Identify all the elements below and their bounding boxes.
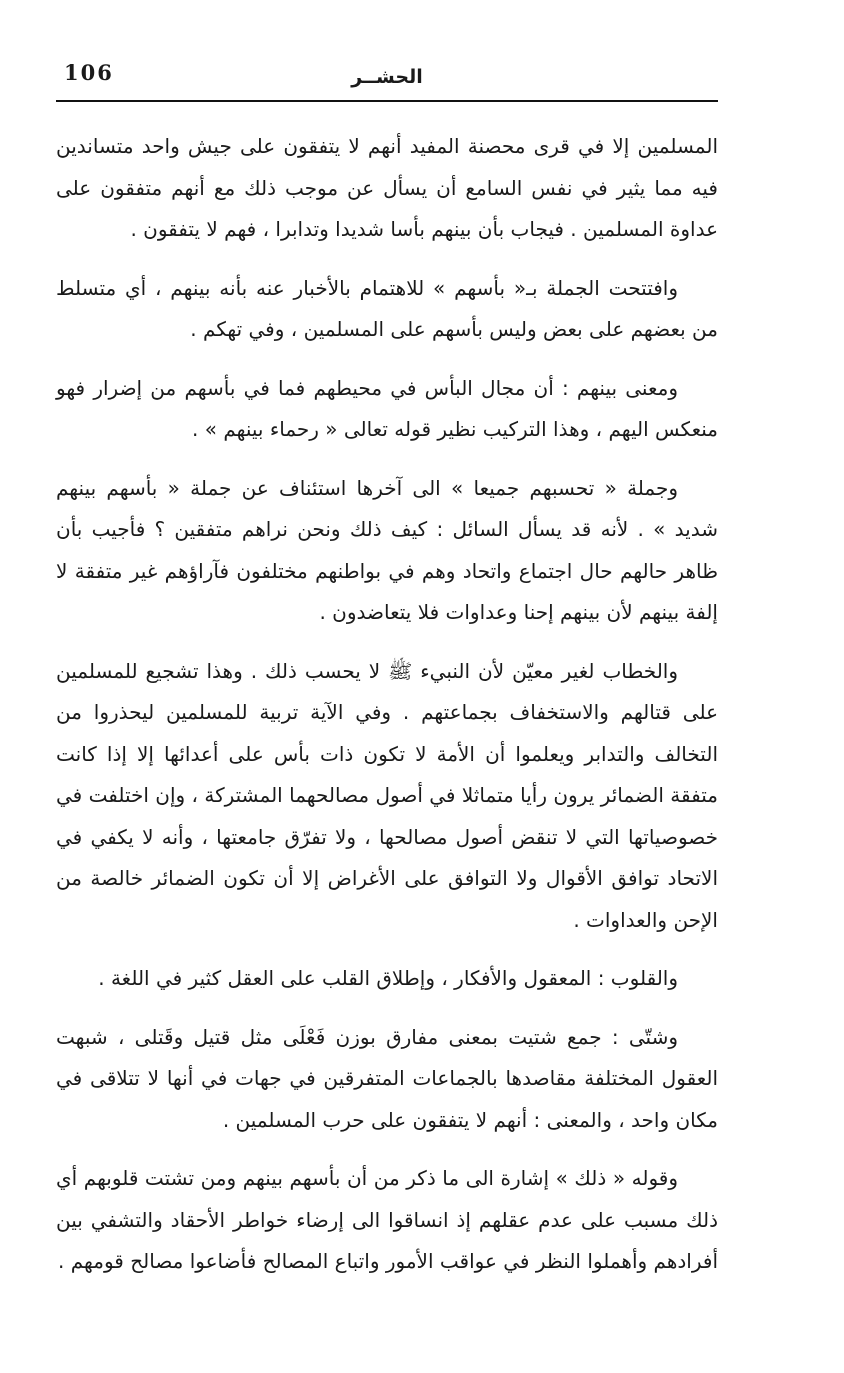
- paragraph: المسلمين إلا في قرى محصنة المفيد أنهم لا يتفقون على جيش واحد متساندين فيه مما يثير في نفس السامع أن يسأل عن موجب ذلك مع أنهم متفقون على عداوة المسلمين . فيجاب بأن بينهم بأسا شديدا وتدابرا ، فهم لا يتفقون .: [56, 134, 718, 241]
- paragraph: والقلوب : المعقول والأفكار ، وإطلاق القلب على العقل كثير في اللغة .: [98, 966, 678, 990]
- paragraph: وشتّى : جمع شتيت بمعنى مفارق بوزن فَعْلَى مثل قتيل وقَتلى ، شبهت العقول المختلفة مقاصدها بالجماعات المتفرقين في جهات في أنها لا تتلاقى في مكان واحد ، والمعنى : أنهم لا يتفقون على حرب المسلمين .: [56, 1024, 718, 1132]
- header-rule: [56, 100, 718, 102]
- page-number: 106: [64, 60, 114, 85]
- paragraph: وقوله « ذلك » إشارة الى ما ذكر من أن بأسهم بينهم ومن تشتت قلوبهم أي ذلك مسبب على عدم عقلهم إذ انساقوا الى إرضاء خواطر الأحقاد والتشفي بين أفرادهم وأهملوا النظر في عواقب الأمور واتباع المصالح فأضاعوا مصالح قومهم .: [56, 1166, 718, 1273]
- body-text: [56, 126, 718, 1300]
- paragraph: وافتتحت الجملة بـ« بأسهم » للاهتمام بالأخبار عنه بأنه بينهم ، أي متسلط من بعضهم على بعض وليس بأسهم على المسلمين ، وفي تهكم .: [56, 275, 718, 341]
- paragraph: والخطاب لغير معيّن لأن النبيء ﷺ لا يحسب ذلك . وهذا تشجيع للمسلمين على قتالهم والاستخفاف بجماعتهم . وفي الآية تربية للمسلمين ليحذروا من التخالف والتدابر ويعلموا أن الأمة لا تكون ذات بأس على أعدائها إلا إذا كانت متفقة الضمائر يرون رأيا متماثلا في أصول مصالحهما المشتركة ، وإن اختلفت في خصوصياتها التي لا تنقض أصول مصالحها ، ولا تفرّق جامعتها ، وأنه لا يكفي في الاتحاد توافق الأقوال ولا التوافق على الأغراض إلا أن تكون الضمائر خالصة من الإحن والعداوات .: [56, 658, 718, 932]
- page-header: [56, 56, 718, 102]
- running-title: الحشــر: [351, 66, 423, 88]
- paragraph: ومعنى بينهم : أن مجال البأس في محيطهم فما في بأسهم من إضرار فهو منعكس اليهم ، وهذا التركيب نظير قوله تعالى « رحماء بينهم » .: [56, 375, 718, 441]
- paragraph: وجملة « تحسبهم جميعا » الى آخرها استئناف عن جملة « بأسهم بينهم شديد » . لأنه قد يسأل السائل : كيف ذلك ونحن نراهم متفقين ؟ فأجيب بأن ظاهر حالهم حال اجتماع واتحاد وهم في بواطنهم مختلفون فآراؤهم غير متفقة لا إلفة بينهم لأن بينهم إحنا وعداوات فلا يتعاضدون .: [56, 475, 718, 624]
